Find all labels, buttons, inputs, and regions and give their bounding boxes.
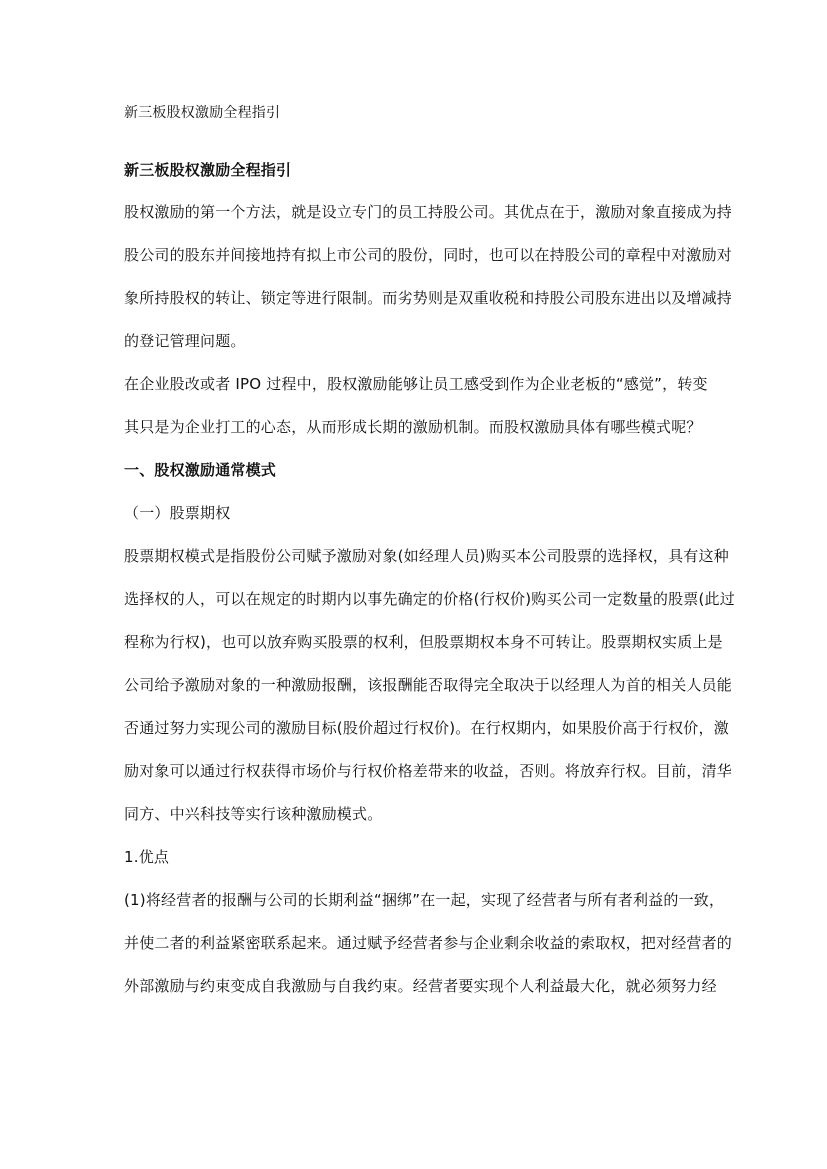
paragraph-line: 励对象可以通过行权获得市场价与行权价格差带来的收益，否则。将放弃行权。目前，清华 [124,762,733,780]
paragraph-line: 股权激励的第一个方法，就是设立专门的员工持股公司。其优点在于，激励对象直接成为持 [124,203,733,221]
paragraph-line: 否通过努力实现公司的激励目标(股价超过行权价)。在行权期内，如果股价高于行权价，激 [124,719,729,737]
paragraph-line: 并使二者的利益紧密联系起来。通过赋予经营者参与企业剩余收益的索取权，把对经营者的 [124,934,733,952]
page-header-title: 新三板股权激励全程指引 [124,105,281,121]
paragraph-line: (1)将经营者的报酬与公司的长期利益“捆绑”在一起，实现了经营者与所有者利益的一致， [124,891,725,909]
document-title: 新三板股权激励全程指引 [124,161,292,179]
paragraph-line: 在企业股改或者 IPO 过程中，股权激励能够让员工感受到作为企业老板的“感觉”，转变 [124,375,708,393]
paragraph-line: 选择权的人，可以在规定的时期内以事先确定的价格(行权价)购买公司一定数量的股票(此过 [124,590,735,608]
paragraph-line: 象所持股权的转让、锁定等进行限制。而劣势则是双重收税和持股公司股东进出以及增减持 [124,289,733,307]
subsection-heading: （一）股票期权 [124,504,231,522]
paragraph-line: 其只是为企业打工的心态，从而形成长期的激励机制。而股权激励具体有哪些模式呢？ [124,418,702,436]
paragraph-line: 的登记管理问题。 [124,332,246,350]
paragraph-line: 同方、中兴科技等实行该种激励模式。 [124,805,383,823]
paragraph-line: 外部激励与约束变成自我激励与自我约束。经营者要实现个人利益最大化，就必须努力经 [124,977,717,995]
paragraph-line: 股票期权模式是指股份公司赋予激励对象(如经理人员)购买本公司股票的选择权，具有这种 [124,547,729,565]
section-heading: 一、股权激励通常模式 [124,461,277,479]
paragraph-line: 程称为行权)，也可以放弃购买股票的权利，但股票期权本身不可转让。股票期权实质上是 [124,633,723,651]
paragraph-line: 股公司的股东并间接地持有拟上市公司的股份，同时，也可以在持股公司的章程中对激励对 [124,246,733,264]
point-heading: 1.优点 [124,848,170,866]
paragraph-line: 公司给予激励对象的一种激励报酬，该报酬能否取得完全取决于以经理人为首的相关人员能 [124,676,733,694]
